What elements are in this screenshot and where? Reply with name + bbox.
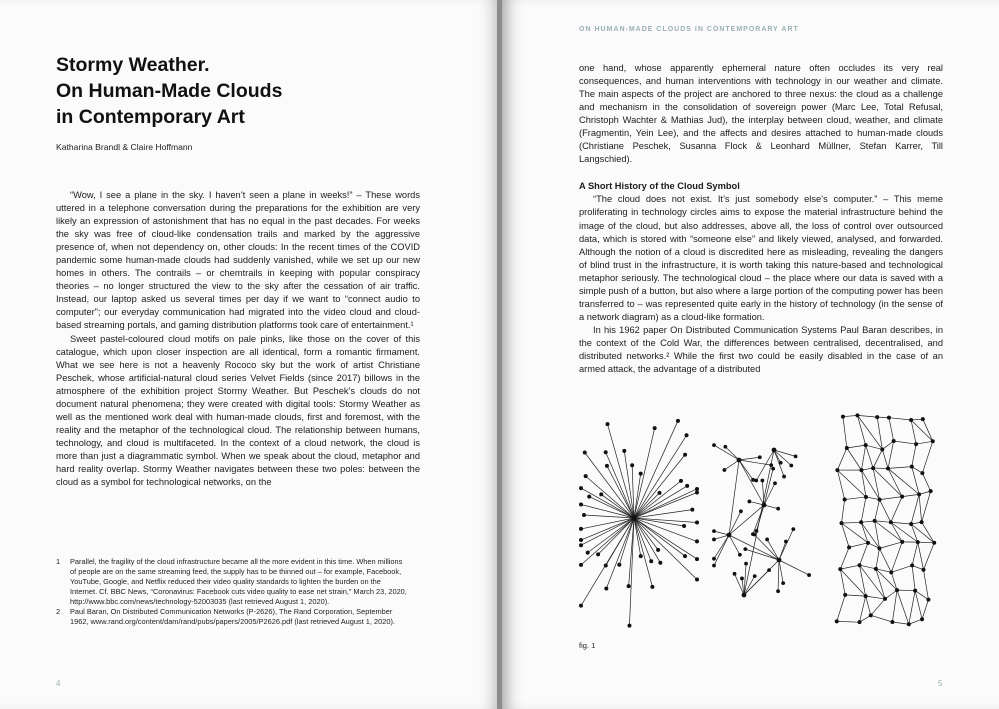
network-node	[841, 415, 845, 419]
decentralised-network	[712, 443, 811, 597]
network-link	[779, 560, 783, 583]
network-node	[920, 520, 924, 524]
network-link	[909, 591, 915, 625]
network-node	[892, 439, 896, 443]
network-link	[739, 457, 760, 460]
network-node	[760, 479, 764, 483]
title-line: in Contemporary Art	[56, 106, 245, 128]
network-node	[676, 419, 680, 423]
network-link	[859, 543, 867, 565]
network-node	[712, 529, 716, 533]
network-link	[634, 421, 678, 518]
network-link	[845, 595, 865, 596]
network-node	[889, 570, 893, 574]
network-link	[918, 542, 934, 543]
network-node	[584, 474, 588, 478]
network-link	[634, 493, 660, 518]
network-link	[875, 521, 891, 522]
network-node	[639, 554, 643, 558]
network-node	[737, 458, 742, 463]
network-link	[845, 497, 866, 500]
network-node	[910, 465, 914, 469]
network-link	[888, 468, 919, 494]
network-node	[807, 573, 811, 577]
network-link	[847, 445, 866, 448]
network-node	[599, 492, 603, 496]
network-node	[877, 546, 881, 550]
network-link	[911, 420, 916, 444]
network-node	[874, 567, 878, 571]
network-node	[864, 443, 868, 447]
network-link	[909, 619, 922, 624]
network-link	[877, 417, 882, 449]
network-node	[840, 521, 844, 525]
network-node	[886, 466, 890, 470]
network-link	[879, 548, 891, 572]
network-link	[879, 542, 902, 548]
network-node	[627, 624, 631, 628]
network-link	[584, 515, 634, 518]
network-link	[912, 444, 916, 467]
network-node	[744, 562, 748, 566]
network-link	[861, 522, 868, 543]
network-link	[837, 595, 845, 622]
network-node	[845, 446, 849, 450]
network-node	[656, 548, 660, 552]
network-node	[742, 593, 747, 598]
network-node	[921, 568, 925, 572]
network-link	[842, 522, 862, 523]
network-link	[778, 560, 779, 591]
network-node	[835, 619, 839, 623]
footnote	[56, 607, 408, 627]
network-node	[890, 620, 894, 624]
network-node	[794, 454, 798, 458]
network-node	[695, 521, 699, 525]
network-node	[835, 468, 839, 472]
network-link	[892, 590, 897, 622]
footnote-number: 1	[56, 557, 61, 566]
network-link	[608, 424, 634, 518]
network-node	[650, 585, 654, 589]
left-page	[0, 0, 497, 709]
network-link	[840, 547, 849, 569]
network-node	[929, 489, 933, 493]
network-link	[897, 590, 909, 624]
network-link	[861, 445, 865, 470]
right-body	[579, 62, 943, 376]
network-link	[774, 450, 784, 477]
network-node	[771, 467, 775, 471]
network-link	[764, 469, 773, 505]
network-link	[876, 548, 880, 568]
network-link	[840, 569, 865, 596]
network-link	[902, 494, 919, 496]
network-node	[762, 503, 767, 508]
network-node	[695, 578, 699, 582]
network-node	[781, 581, 785, 585]
network-node	[712, 443, 716, 447]
network-link	[842, 500, 845, 524]
network-link	[875, 521, 880, 549]
network-node	[869, 613, 873, 617]
network-link	[859, 596, 865, 622]
paragraph: Sweet pastel-coloured cloud motifs on pale pinks, like those on the cover of this catalogue, which upon closer inspection are all identical, form a romantic firmament. What we see here is not a heavenly Rococo sky but the work of artist Christiane Peschek, whose artificial-natural cloud series Velvet Fields (since 2017) billows in the atmosphere of the exhibition project Stormy Weather. But Peschek’s clouds do not document natural phenomena; they were created with digital tools: Stormy Weather as well as the mentioned work deal with human-made clouds, first and foremost, with the reality and the metaphor of the technological cloud. The relationship between humans, technology, and cloud is multifaceted. In the context of a cloud network, the cloud is more than just a diagrammatic symbol. When we speak about the cloud, metaphor and hard reality overlap. Stormy Weather navigates between these two poles: between the cloud as a symbol for technological networks, on the	[56, 333, 420, 488]
network-node	[695, 491, 699, 495]
network-link	[866, 445, 873, 468]
network-link	[840, 565, 859, 569]
footnote-number: 2	[56, 607, 61, 616]
network-link	[779, 560, 809, 575]
network-link	[837, 470, 844, 499]
network-node	[773, 481, 777, 485]
section-heading: A Short History of the Cloud Symbol	[579, 181, 740, 192]
network-node	[583, 451, 587, 455]
network-link	[882, 449, 888, 468]
network-node	[723, 445, 727, 449]
network-node	[914, 442, 918, 446]
page-number: 4	[56, 679, 61, 688]
network-node	[767, 568, 771, 572]
network-link	[880, 500, 891, 523]
network-link	[634, 486, 687, 518]
left-body	[56, 189, 420, 489]
network-link	[880, 497, 903, 500]
network-link	[891, 522, 911, 524]
network-link	[922, 491, 931, 522]
network-link	[842, 523, 850, 547]
network-node	[931, 439, 935, 443]
network-node	[579, 527, 583, 531]
network-node	[712, 538, 716, 542]
network-link	[888, 467, 912, 469]
network-node	[855, 413, 859, 417]
network-link	[891, 497, 902, 523]
network-link	[888, 468, 902, 496]
network-link	[911, 494, 919, 524]
network-link	[922, 473, 930, 491]
network-node	[909, 522, 913, 526]
network-node	[747, 500, 751, 504]
network-node	[847, 545, 851, 549]
network-link	[922, 441, 932, 473]
network-node	[743, 547, 747, 551]
network-link	[916, 441, 933, 444]
network-node	[712, 557, 716, 561]
network-link	[922, 600, 928, 620]
network-link	[891, 522, 918, 542]
network-link	[888, 441, 894, 468]
network-node	[639, 472, 643, 476]
network-link	[912, 565, 915, 590]
network-link	[894, 441, 916, 444]
network-node	[857, 563, 861, 567]
network-link	[629, 518, 634, 626]
network-link	[871, 599, 885, 615]
network-node	[769, 463, 773, 467]
network-node	[579, 563, 583, 567]
network-node	[685, 433, 689, 437]
network-node	[712, 564, 716, 568]
network-link	[866, 596, 885, 599]
network-node	[579, 502, 583, 506]
network-node	[900, 540, 904, 544]
network-link	[840, 569, 845, 595]
network-link	[739, 460, 753, 480]
network-node	[753, 574, 757, 578]
network-node	[617, 563, 621, 567]
network-node	[887, 416, 891, 420]
network-node	[838, 567, 842, 571]
network-node	[727, 533, 732, 538]
network-link	[849, 543, 868, 548]
network-node	[695, 487, 699, 491]
network-node	[859, 468, 863, 472]
network-link	[843, 417, 847, 448]
network-node	[751, 478, 755, 482]
network-link	[875, 521, 903, 542]
network-node	[690, 508, 694, 512]
running-head: ON HUMAN-MADE CLOUDS IN CONTEMPORARY ART	[579, 26, 799, 33]
network-link	[837, 621, 860, 622]
network-diagram-figure	[579, 410, 943, 635]
network-link	[923, 419, 933, 441]
network-link	[779, 542, 786, 560]
network-link	[866, 596, 871, 615]
paragraph: “The cloud does not exist. It’s just somebody else’s computer.” – This meme proliferating in technology circles aims to expose the material infrastructure behind the image of the cloud, but also addresses, above all, the loss of control over outsourced data, which is stored with “someone else” and likely viewed, analysed, and forwarded. Although the notion of a cloud is discredited here as misleading, revealing the dangers of blind trust in the infrastructure, it is worth taking this nature-based and technological metaphor seriously. The technological cloud – the place where our data is saved with a simple push of a button, but also where a large portion of the computing power has been transferred to – was represented quite early in the history of technology (in the sense of a network diagram) as a cloud-like formation.	[579, 194, 943, 322]
network-node	[772, 448, 777, 453]
network-link	[922, 522, 935, 543]
network-node	[754, 479, 758, 483]
network-node	[658, 491, 662, 495]
network-node	[859, 520, 863, 524]
network-node	[683, 554, 687, 558]
network-link	[857, 415, 882, 449]
network-node	[695, 539, 699, 543]
network-node	[880, 447, 884, 451]
article-title	[56, 52, 456, 130]
network-node	[606, 422, 610, 426]
footnote	[56, 557, 408, 607]
network-link	[581, 518, 634, 529]
network-node	[857, 620, 861, 624]
network-link	[857, 415, 865, 445]
network-node	[685, 484, 689, 488]
network-link	[847, 448, 862, 470]
network-node	[789, 464, 793, 468]
network-node	[579, 538, 583, 542]
network-node	[932, 541, 936, 545]
network-node	[909, 418, 913, 422]
network-node	[926, 598, 930, 602]
network-node	[579, 486, 583, 490]
network-link	[739, 460, 764, 505]
network-node	[604, 586, 608, 590]
network-node	[920, 617, 924, 621]
network-node	[907, 622, 911, 626]
network-node	[630, 463, 634, 467]
network-node	[579, 604, 583, 608]
title-line: On Human-Made Clouds	[56, 80, 283, 102]
network-node	[658, 561, 662, 565]
network-link	[585, 453, 634, 518]
network-link	[724, 460, 739, 470]
network-node	[683, 453, 687, 457]
centralised-network	[579, 419, 699, 628]
network-link	[589, 497, 634, 518]
network-link	[843, 415, 858, 416]
network-link	[876, 569, 891, 572]
network-node	[739, 509, 743, 513]
network-link	[889, 418, 894, 441]
network-link	[861, 497, 866, 522]
network-node	[740, 577, 744, 581]
authors: Katharina Brandl & Claire Hoffmann	[56, 142, 193, 152]
network-link	[873, 468, 902, 497]
network-node	[695, 557, 699, 561]
network-link	[634, 518, 684, 526]
network-link	[911, 420, 933, 441]
network-node	[864, 594, 868, 598]
network-link	[634, 455, 685, 518]
network-node	[916, 540, 920, 544]
network-link	[764, 483, 775, 505]
network-link	[892, 622, 908, 624]
network-node	[875, 415, 879, 419]
network-link	[919, 494, 921, 522]
network-node	[900, 495, 904, 499]
network-node	[758, 455, 762, 459]
network-node	[871, 466, 875, 470]
network-node	[921, 417, 925, 421]
network-link	[779, 529, 793, 560]
network-link	[866, 497, 880, 500]
network-node	[864, 495, 868, 499]
network-node	[784, 540, 788, 544]
network-node	[843, 593, 847, 597]
network-node	[843, 498, 847, 502]
network-link	[581, 518, 634, 606]
network-link	[923, 570, 928, 600]
network-link	[875, 500, 880, 521]
network-node	[776, 589, 780, 593]
network-link	[912, 542, 918, 565]
network-node	[910, 563, 914, 567]
network-node	[920, 471, 924, 475]
network-node	[627, 584, 631, 588]
paragraph: “Wow, I see a plane in the sky. I haven’t seen a plane in weeks!” – These words uttered in a telephone conversation during the preparations for the exhibition are very likely an expression of astonishment that has no equal in the past decades. For weeks the sky was free of cloud-like condensation trails and marked by the aggressive presence of, when not dependency on, other clouds: In the recent times of the COVID pandemic some human-made clouds had suddenly vanished, while we set up our new homes in others. The contrails – or chemtrails in keeping with popular conspiracy theories – no longer structured the view to the sky after the cessation of air traffic. Instead, our laptop asked us several times per day if we want to “connect audio to computer”; our everyday communication had migrated into the video cloud and cloud-based streaming portals, and gaming distribution platforms took care of entertainment.¹	[56, 190, 420, 331]
footnote-text: Parallel, the fragility of the cloud infrastructure became all the more evident in this time. When millions of people are on the same streaming feed, the supply has to be thinned out – for example, Facebook, YouTube, Google, and Netflix reduced their video quality standards to lighten the burden on the Internet. Cf. BBC News, “Coronavirus: Facebook cuts video quality to ease net strain,” March 23, 2020, http://www.bbc.com/news/technology-52003035 (last retrieved August 1, 2020).	[70, 557, 407, 606]
network-node	[733, 572, 737, 576]
network-node	[682, 524, 686, 528]
network-link	[891, 565, 912, 572]
network-node	[883, 597, 887, 601]
network-link	[885, 590, 897, 599]
network-node	[631, 515, 636, 520]
page-number: 5	[938, 679, 943, 688]
network-node	[752, 533, 756, 537]
network-node	[679, 479, 683, 483]
network-link	[581, 518, 634, 540]
network-node	[653, 426, 657, 430]
title-line: Stormy Weather.	[56, 54, 210, 76]
paragraph: one hand, whose apparently ephemeral nature often occludes its very real consequences, and human interventions with technology in our weather and climate. The main aspects of the project are anchored to three nexus: the cloud as a challenge and mechanism in the consolidation of sovereign power (Marc Lee, Total Refusal, Christoph Wachter & Mathias Jud), the interplay between cloud, weather, and climate (Fragmentin, Yein Lee), and the affects and desires attached to human-made clouds (Christiane Peschek, Susanna Flock & Leonhard Müllner, Stefan Karrer, Till Langschied).	[579, 63, 943, 165]
network-link	[714, 535, 729, 566]
network-link	[857, 415, 877, 417]
network-node	[777, 558, 782, 563]
network-node	[791, 527, 795, 531]
network-link	[837, 448, 846, 470]
network-node	[723, 468, 727, 472]
network-link	[729, 505, 764, 535]
network-node	[913, 589, 917, 593]
network-link	[891, 542, 902, 572]
network-node	[738, 553, 742, 557]
network-node	[582, 513, 586, 517]
network-link	[918, 542, 924, 570]
network-link	[634, 518, 697, 580]
network-node	[755, 529, 759, 533]
network-link	[837, 470, 866, 497]
network-node	[604, 450, 608, 454]
footnotes	[56, 557, 408, 627]
network-node	[605, 464, 609, 468]
network-link	[861, 522, 879, 548]
network-link	[873, 449, 882, 468]
network-node	[579, 543, 583, 547]
network-node	[917, 492, 921, 496]
network-link	[729, 460, 739, 535]
paragraph: In his 1962 paper On Distributed Communication Systems Paul Baran describes, in the context of the Cold War, the differences between centralised, decentralised, and distributed networks.² While the first two could be easily disabled in the case of an armed attack, the advantage of a distributed	[579, 324, 943, 375]
network-link	[889, 418, 911, 420]
network-node	[649, 559, 653, 563]
network-node	[866, 541, 870, 545]
figure-label: fig. 1	[579, 641, 596, 650]
network-node	[873, 519, 877, 523]
footnote-text: Paul Baran, On Distributed Communication Networks (P-2626), The Rand Corporation, September 1962, www.rand.org/content/dam/rand/pubs/papers/2005/P2626.pdf (last retrieved August 1, 2020).	[70, 607, 395, 626]
network-node	[776, 507, 780, 511]
network-link	[923, 543, 934, 570]
network-node	[586, 551, 590, 555]
network-link	[871, 615, 893, 622]
network-link	[861, 521, 875, 522]
distributed-network	[835, 413, 936, 626]
network-link	[744, 570, 769, 595]
network-node	[895, 588, 899, 592]
network-node	[622, 449, 626, 453]
network-node	[596, 552, 600, 556]
network-node	[889, 520, 893, 524]
network-link	[891, 522, 902, 542]
network-node	[878, 498, 882, 502]
network-node	[587, 495, 591, 499]
network-node	[765, 538, 769, 542]
network-node	[782, 475, 786, 479]
